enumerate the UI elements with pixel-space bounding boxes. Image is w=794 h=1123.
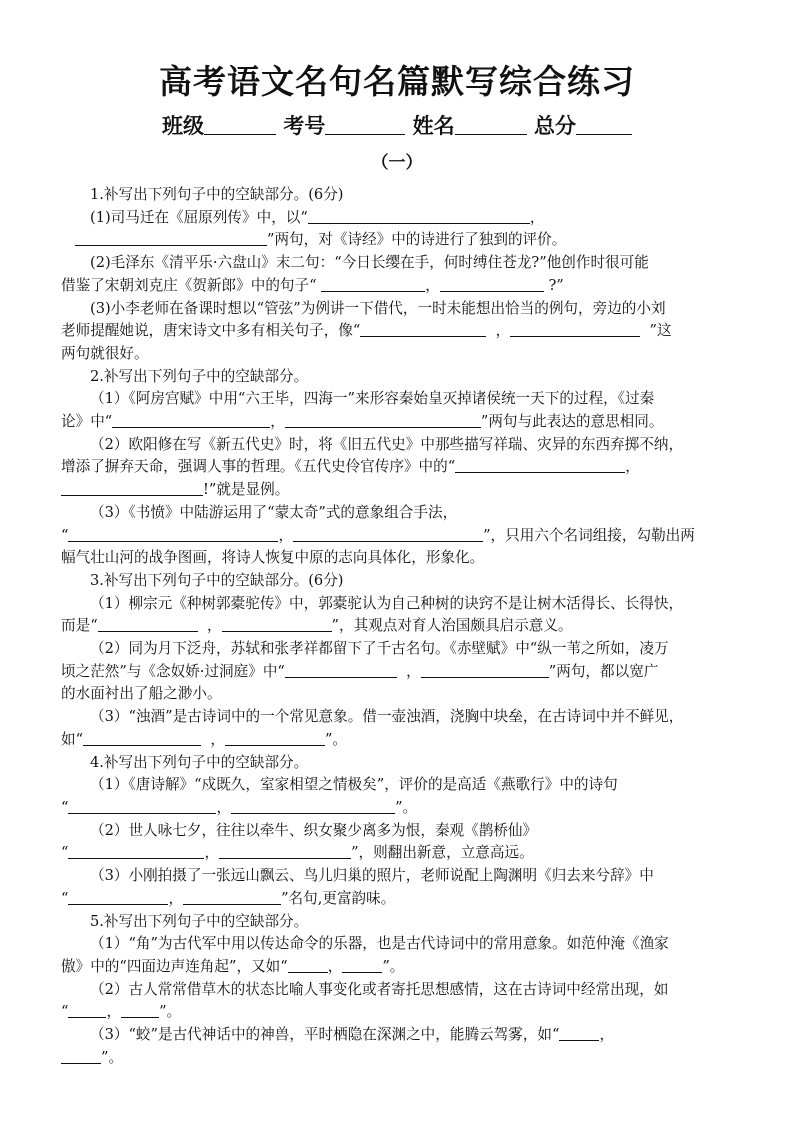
question-3-2-end: 的水面衬出了船之渺小。 (61, 685, 222, 703)
answer-blank[interactable] (183, 889, 281, 905)
class-blank[interactable] (204, 114, 276, 135)
answer-blank[interactable] (61, 1048, 101, 1064)
answer-blank[interactable] (440, 276, 544, 292)
question-2-heading: 2.补写出下列句子中的空缺部分。 (90, 367, 309, 385)
question-2-1: （1）《阿房宫赋》中用“六王毕，四海一”来形容秦始皇灭掉诸侯统一天下的过程，《过秦 (90, 390, 655, 408)
answer-blank[interactable] (68, 889, 168, 905)
question-2-2: （2）欧阳修在写《新五代史》时，将《旧五代史》中那些描写祥瑞、灾异的东西弃掷不纳， (90, 435, 684, 453)
score-label: 总分 (533, 114, 576, 138)
answer-blank[interactable] (112, 412, 270, 428)
exam-no-label: 考号 (283, 114, 326, 138)
question-3-1-cont: 而是“ ， ”，其观点对育人治国颇具启示意义。 (61, 617, 573, 635)
question-4-3: （3）小刚拍摄了一张远山飘云、鸟儿归巢的照片，老师说配上陶渊明《归去来兮辞》中 (90, 867, 654, 885)
answer-blank[interactable] (68, 1002, 106, 1018)
question-1-3-end: 两句就很好。 (61, 344, 149, 362)
question-1-2: (2)毛泽东《清平乐·六盘山》末二句：“今日长缨在手，何时缚住苍龙?”他创作时很可能 (90, 254, 649, 272)
answer-blank[interactable] (321, 276, 425, 292)
question-4-2-cont: “ ， ”，则翻出新意，立意高远。 (61, 844, 534, 862)
question-2-1-cont: 论》中“ ， ”两句与此表达的意思相同。 (61, 413, 664, 431)
question-4-heading: 4.补写出下列句子中的空缺部分。 (90, 753, 309, 771)
student-info-line (0, 112, 794, 140)
answer-blank[interactable] (231, 798, 395, 814)
section-title: （一） (371, 153, 423, 173)
question-list (61, 184, 733, 1069)
answer-blank[interactable] (342, 957, 382, 973)
question-3-2: （2）同为月下泛舟，苏轼和张孝祥都留下了千古名句。《赤壁赋》中“纵一苇之所如，凌万 (90, 640, 669, 658)
answer-blank[interactable] (285, 412, 481, 428)
question-2-3-end: 幅气壮山河的战争图画，将诗人恢复中原的志向具体化，形象化。 (61, 549, 485, 567)
question-3-3: （3）“浊酒”是古诗词中的一个常见意象。借一壶浊酒，浇胸中块垒，在古诗词中并不鲜见， (90, 708, 684, 726)
question-3-3-cont: 如“ ， ”。 (61, 730, 348, 748)
question-3-heading: 3.补写出下列句子中的空缺部分。(6分) (90, 571, 344, 589)
question-4-3-cont: “ ， ”名句,更富韵味。 (61, 889, 396, 907)
answer-blank[interactable] (68, 798, 216, 814)
answer-blank[interactable] (360, 321, 486, 337)
question-5-2: （2）古人常常借草木的状态比喻人事变化或者寄托思想感情，这在古诗词中经常出现，如 (90, 980, 669, 998)
answer-blank[interactable] (308, 208, 530, 224)
question-4-1-cont: “ ， ”。 (61, 798, 418, 816)
question-5-3-cont: ”。 (61, 1047, 733, 1070)
question-5-1-cont: 傲》中的“四面边声连角起”，又如“ ， ”。 (61, 957, 405, 975)
question-5-1: （1）“角”为古代军中用以传达命令的乐器，也是古代诗词中的常用意象。如范仲淹《渔家 (90, 935, 669, 953)
question-4-2: （2）世人咏七夕，往往以牵牛、织女聚少离多为恨，秦观《鹊桥仙》 (90, 821, 538, 839)
question-1-heading: 1.补写出下列句子中的空缺部分。(6分) (90, 186, 344, 203)
question-5-3: （3）“蛟”是古代神话中的神兽，平时栖隐在深渊之中，能腾云驾雾，如“ ， (90, 1026, 615, 1044)
answer-blank[interactable] (288, 957, 328, 973)
question-3-1: （1）柳宗元《种树郭橐驼传》中，郭橐驼认为自己种树的诀窍不是让树木活得长、长得快， (90, 594, 684, 612)
question-2-2-end: !”就是显例。 (61, 479, 733, 502)
answer-blank[interactable] (98, 616, 198, 632)
answer-blank[interactable] (68, 843, 204, 859)
answer-blank[interactable] (121, 1002, 159, 1018)
question-1-3-cont: 老师提醒她说，唐宋诗文中多有相关句子，像“ ， ”这 (61, 322, 672, 340)
question-1-2-cont: 借鉴了宋朝刘克庄《贺新郎》中的句子“ ， ?” (61, 276, 564, 294)
answer-blank[interactable] (83, 730, 201, 746)
name-blank[interactable] (455, 114, 527, 135)
question-2-3: （3）《书愤》中陆游运用了“蒙太奇”式的意象组合手法， (90, 503, 458, 521)
page-title: 高考语文名句名篇默写综合练习 (159, 62, 635, 101)
question-2-2-cont: 增添了摒弃天命，强调人事的哲理。《五代史伶官传序》中的“ ， (61, 458, 640, 476)
question-3-2-cont: 顷之茫然”与《念奴娇·过洞庭》中“ ， ”两句，都以宽广 (61, 662, 659, 680)
answer-blank[interactable] (510, 321, 640, 337)
answer-blank[interactable] (285, 662, 397, 678)
question-2-3-cont: “ ， ”，只用六个名词组接，勾勒出两 (61, 526, 695, 544)
answer-blank[interactable] (61, 480, 203, 496)
answer-blank[interactable] (68, 526, 278, 542)
exam-no-blank[interactable] (325, 114, 405, 135)
score-blank[interactable] (576, 114, 632, 135)
question-5-heading: 5.补写出下列句子中的空缺部分。 (90, 912, 309, 930)
answer-blank[interactable] (225, 730, 325, 746)
answer-blank[interactable] (219, 843, 351, 859)
name-label: 姓名 (412, 114, 455, 138)
answer-blank[interactable] (421, 662, 549, 678)
class-label: 班级 (162, 114, 205, 138)
question-1-3: (3)小李老师在备课时想以“管弦”为例讲一下借代，一时未能想出恰当的例句，旁边的小刘 (90, 299, 666, 317)
answer-blank[interactable] (293, 526, 483, 542)
answer-blank[interactable] (455, 457, 625, 473)
question-5-2-cont: “ ， ”。 (61, 1003, 182, 1021)
answer-blank[interactable] (222, 616, 332, 632)
question-1-1-cont: ”两句，对《诗经》中的诗进行了独到的评价。 (61, 229, 733, 252)
answer-blank[interactable] (75, 230, 267, 246)
question-4-1: （1）《唐诗解》“戍既久，室家相望之情极矣”，评价的是高适《燕歌行》中的诗句 (90, 776, 618, 794)
question-1-1: (1)司马迁在《屈原列传》中，以“ ， (90, 208, 545, 226)
answer-blank[interactable] (559, 1025, 599, 1041)
